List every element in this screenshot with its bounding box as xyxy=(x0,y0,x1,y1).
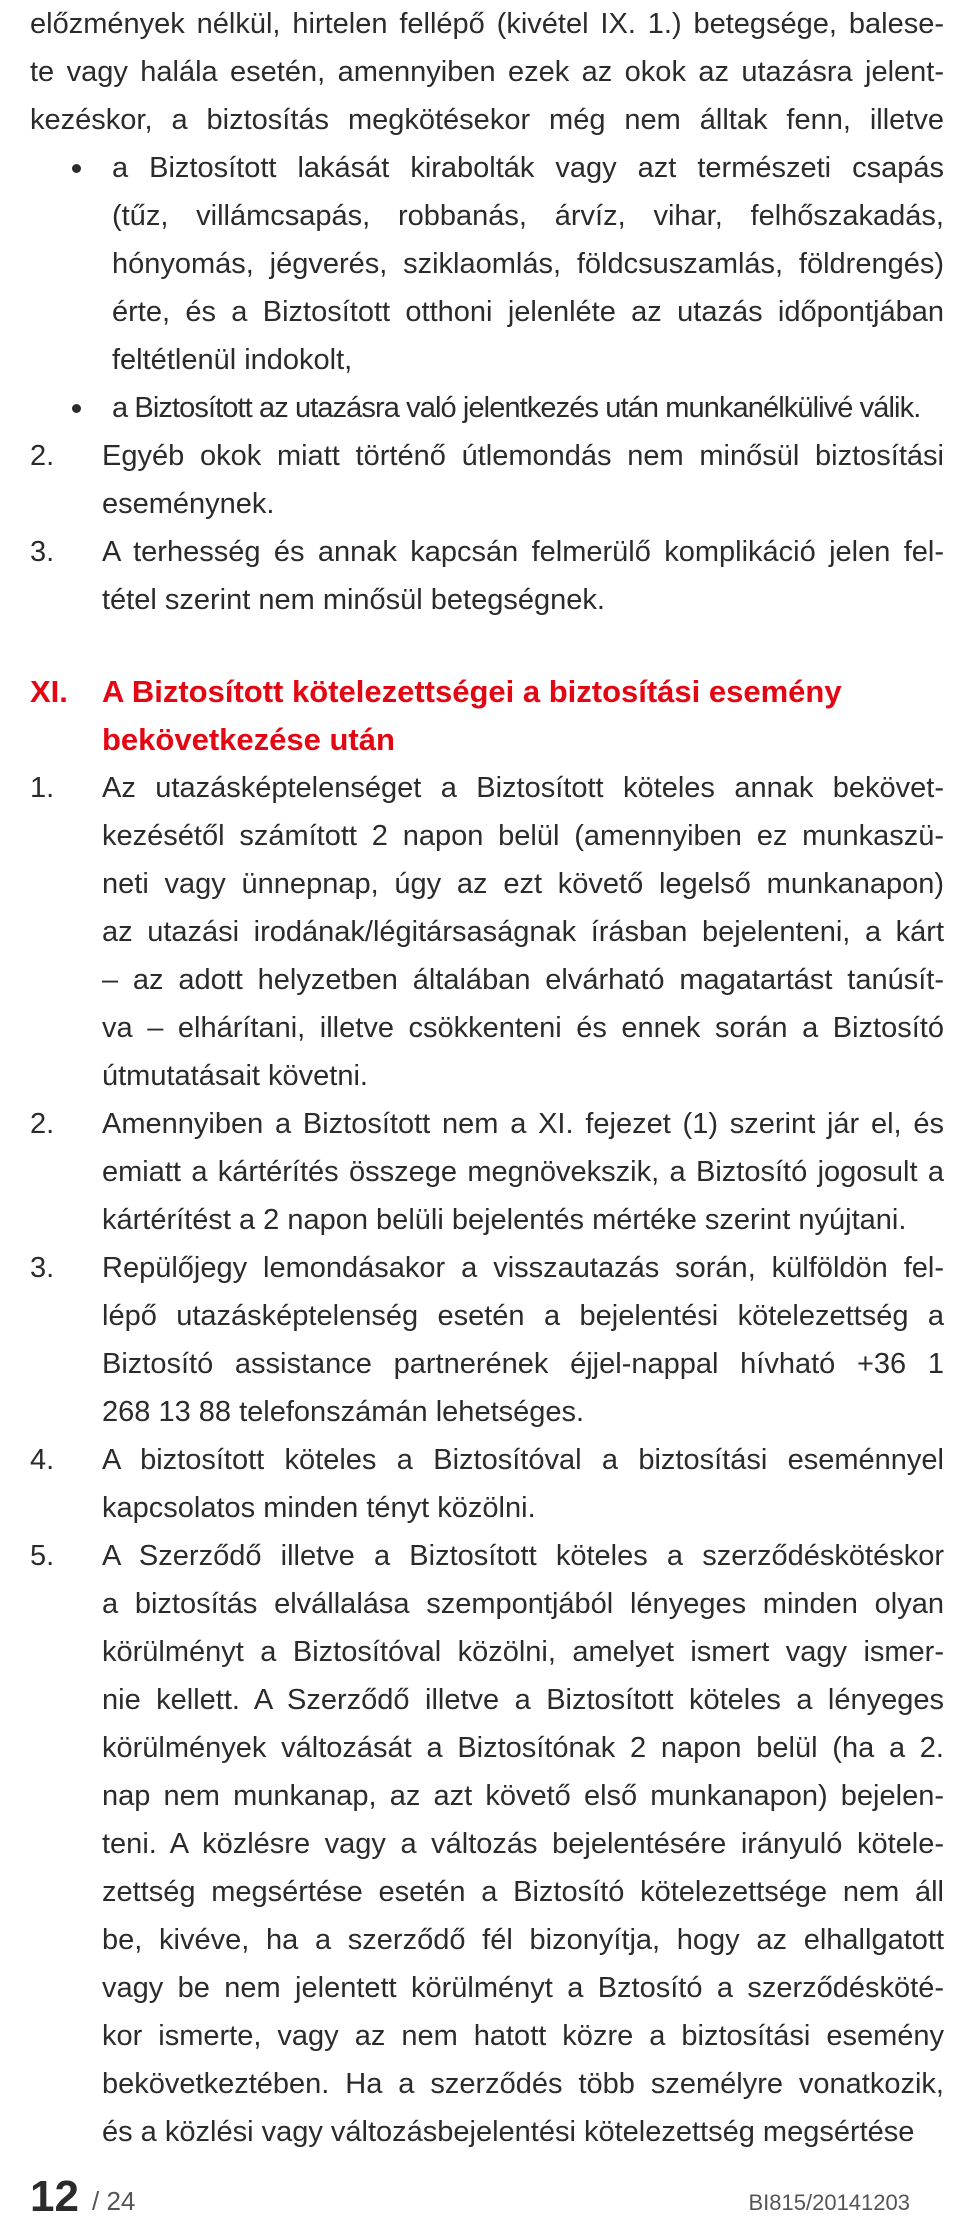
item-text: kártérítést a 2 napon belüli bejelentés mértéke szerint nyújtani. xyxy=(102,1204,907,1236)
item-text: be, kivéve, ha a szerződő fél bizonyítja, hogy az elhallgatott xyxy=(102,1924,944,1956)
item-number: 3. xyxy=(30,536,55,568)
bullet-text: feltétlenül indokolt, xyxy=(112,344,353,376)
item-number: 4. xyxy=(30,1444,55,1476)
item-text: útmutatásait követni. xyxy=(102,1060,368,1092)
item-text: va – elhárítani, illetve csökkenteni és ennek során a Biztosító xyxy=(102,1012,944,1044)
item-text: Repülőjegy lemondásakor a visszautazás során, külföldön fel- xyxy=(102,1252,944,1284)
item-text: A Szerződő illetve a Biztosított köteles a szerződéskötéskor xyxy=(102,1540,944,1572)
item-text: neti vagy ünnepnap, úgy az ezt követő legelső munkanapon) xyxy=(102,868,944,900)
bullet-text: a Biztosított lakását kirabolták vagy azt természeti csapás xyxy=(112,152,944,184)
numbered-item xyxy=(30,1100,944,1244)
document-code: BI815/20141203 xyxy=(748,2190,910,2215)
bullet-text: a Biztosított az utazásra való jelentkezés után munkanélkülivé válik. xyxy=(112,392,921,424)
item-text: körülményt a Biztosítóval közölni, amelyet ismert vagy ismer- xyxy=(102,1636,944,1668)
item-text: kezésétől számított 2 napon belül (amennyiben ez munkaszü- xyxy=(102,820,944,852)
bullet-text: hónyomás, jégverés, sziklaomlás, földcsuszamlás, földrengés) xyxy=(112,248,944,280)
page-total: / 24 xyxy=(92,2186,136,2216)
item-text: körülmények változását a Biztosítónak 2 napon belül (ha a 2. xyxy=(102,1732,944,1764)
item-number: 2. xyxy=(30,1108,55,1140)
item-text: bekövetkeztében. Ha a szerződés több személyre vonatkozik, xyxy=(102,2068,944,2100)
numbered-list xyxy=(30,764,944,2156)
item-text: eseménynek. xyxy=(102,488,275,520)
numbered-item xyxy=(30,1532,944,2156)
section-title: bekövetkezése után xyxy=(102,722,395,757)
item-text: – az adott helyzetben általában elvárható magatartást tanúsít- xyxy=(102,964,944,996)
item-text: nie kellett. A Szerződő illetve a Biztosított köteles a lényeges xyxy=(102,1684,944,1716)
item-text: a biztosítás elvállalása szempontjából lényeges minden olyan xyxy=(102,1588,944,1620)
section-number: XI. xyxy=(30,674,68,709)
item-number: 2. xyxy=(30,440,55,472)
page-content xyxy=(30,0,944,2156)
item-text: tétel szerint nem minősül betegségnek. xyxy=(102,584,605,616)
item-text: teni. A közlésre vagy a változás bejelentésére irányuló kötele- xyxy=(102,1828,944,1860)
item-text: Biztosító assistance partnerének éjjel-nappal hívható +36 1 xyxy=(102,1348,944,1380)
item-text: 268 13 88 telefonszámán lehetséges. xyxy=(102,1396,585,1428)
bullet-item xyxy=(30,384,944,432)
item-number: 3. xyxy=(30,1252,55,1284)
item-text: és a közlési vagy változásbejelentési kötelezettség megsértése xyxy=(102,2116,915,2148)
page-footer xyxy=(30,2172,930,2222)
item-text: emiatt a kártérítés összege megnövekszik, a Biztosító jogosult a xyxy=(102,1156,944,1188)
bullet-dot xyxy=(72,404,81,413)
item-text: az utazási irodának/légitársaságnak írásban bejelenteni, a kárt xyxy=(102,916,944,948)
item-text: kor ismerte, vagy az nem hatott közre a biztosítási esemény xyxy=(102,2020,944,2052)
section-heading xyxy=(30,668,944,764)
bullet-text: érte, és a Biztosított otthoni jelenléte az utazás időpontjában xyxy=(112,296,944,328)
item-number: 1. xyxy=(30,772,55,804)
bullet-dot xyxy=(72,164,81,173)
bullet-item xyxy=(30,144,944,384)
page-number: 12 xyxy=(30,2172,79,2221)
item-text: A biztosított köteles a Biztosítóval a biztosítási eseménnyel xyxy=(102,1444,944,1476)
numbered-item xyxy=(30,528,944,624)
item-number: 5. xyxy=(30,1540,55,1572)
text-line: előzmények nélkül, hirtelen fellépő (kivétel IX. 1.) betegsége, balese- xyxy=(30,8,944,40)
numbered-item xyxy=(30,432,944,528)
item-text: Amennyiben a Biztosított nem a XI. fejezet (1) szerint jár el, és xyxy=(102,1108,944,1140)
item-text: lépő utazásképtelenség esetén a bejelentési kötelezettség a xyxy=(102,1300,944,1332)
item-text: zettség megsértése esetén a Biztosító kötelezettsége nem áll xyxy=(102,1876,944,1908)
item-text: kapcsolatos minden tényt közölni. xyxy=(102,1492,536,1524)
numbered-item xyxy=(30,1244,944,1436)
numbered-item xyxy=(30,1436,944,1532)
item-text: nap nem munkanap, az azt követő első munkanapon) bejelen- xyxy=(102,1780,944,1812)
section-title: A Biztosított kötelezettségei a biztosítási esemény xyxy=(102,674,842,709)
text-line: te vagy halála esetén, amennyiben ezek az okok az utazásra jelent- xyxy=(30,56,944,88)
item-text: Egyéb okok miatt történő útlemondás nem minősül biztosítási xyxy=(102,440,944,472)
item-text: A terhesség és annak kapcsán felmerülő komplikáció jelen fel- xyxy=(102,536,944,568)
numbered-item xyxy=(30,764,944,1100)
text-line: kezéskor, a biztosítás megkötésekor még nem álltak fenn, illetve xyxy=(30,104,944,136)
bullet-text: (tűz, villámcsapás, robbanás, árvíz, vihar, felhőszakadás, xyxy=(112,200,944,232)
item-text: Az utazásképtelenséget a Biztosított köteles annak bekövet- xyxy=(102,772,944,804)
item-text: vagy be nem jelentett körülményt a Bztosító a szerződésköté- xyxy=(102,1972,944,2004)
